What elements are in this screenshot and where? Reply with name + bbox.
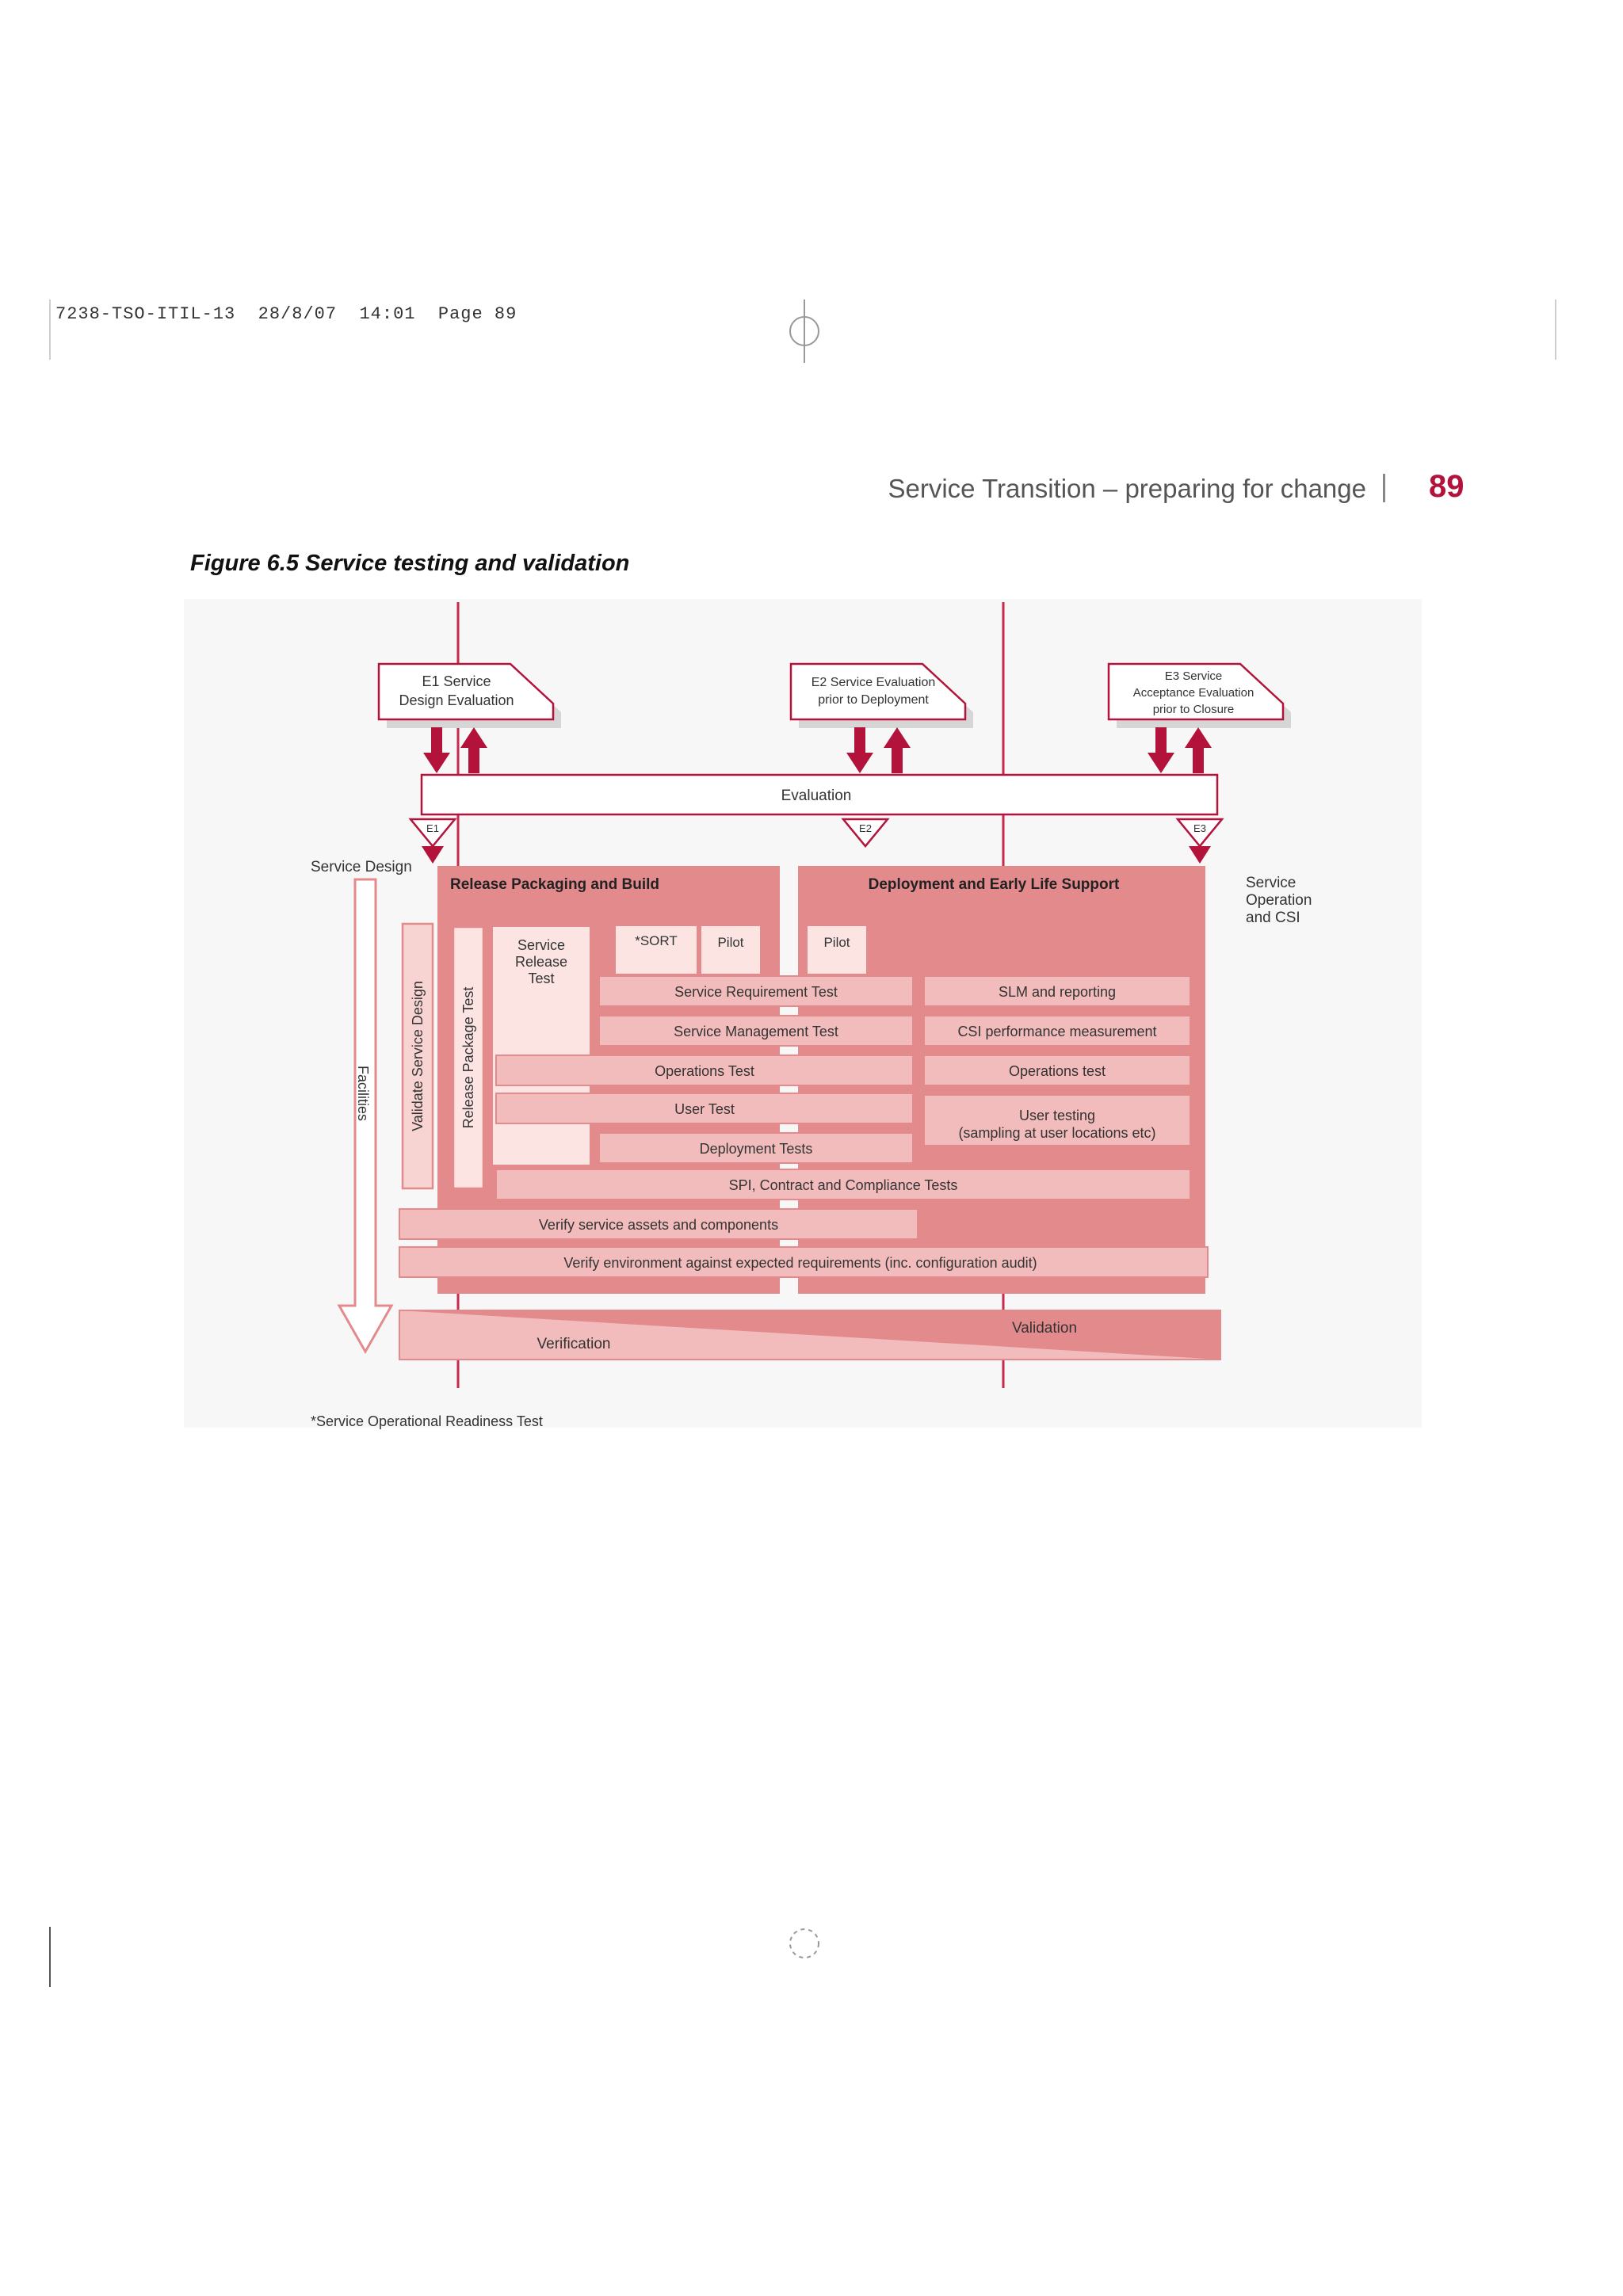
triangle-e1 bbox=[411, 819, 455, 846]
service-design-label: Service Design bbox=[311, 859, 412, 875]
svg-text:Service Requirement Test: Service Requirement Test bbox=[674, 984, 838, 1000]
svg-text:SPI, Contract and Compliance T: SPI, Contract and Compliance Tests bbox=[728, 1177, 958, 1193]
e1-arrowhead bbox=[422, 846, 444, 864]
e1-up-arrow bbox=[460, 727, 487, 773]
e3-label-line-2: Acceptance Evaluation bbox=[1132, 686, 1254, 700]
figure-title: Figure 6.5 Service testing and validation bbox=[190, 551, 630, 576]
svg-text:E1: E1 bbox=[426, 822, 439, 834]
svg-text:Verify service assets and comp: Verify service assets and components bbox=[538, 1217, 779, 1233]
figure-footnote: *Service Operational Readiness Test bbox=[311, 1413, 543, 1429]
e1-arrows bbox=[423, 727, 487, 773]
svg-text:Service: Service bbox=[517, 937, 566, 953]
svg-text:Verify environment against exp: Verify environment against expected requirements (inc. configuration audit) bbox=[563, 1255, 1037, 1271]
release-package-test-label: Release Package Test bbox=[460, 986, 476, 1129]
svg-text:Deployment Tests: Deployment Tests bbox=[699, 1141, 813, 1157]
e2-arrows bbox=[846, 727, 911, 773]
validate-service-design-label: Validate Service Design bbox=[410, 981, 426, 1131]
svg-text:CSI performance measurement: CSI performance measurement bbox=[957, 1024, 1157, 1039]
e1-label-line-1: E1 Service bbox=[422, 673, 491, 689]
triangle-e3 bbox=[1178, 819, 1222, 846]
svg-text:E2: E2 bbox=[859, 822, 872, 834]
svg-text:Service Management Test: Service Management Test bbox=[674, 1024, 838, 1039]
svg-text:Pilot: Pilot bbox=[823, 935, 850, 950]
e2-label-line-2: prior to Deployment bbox=[818, 693, 929, 707]
e1-label-line-2: Design Evaluation bbox=[399, 692, 514, 708]
svg-text:Pilot: Pilot bbox=[717, 935, 744, 950]
svg-text:User Test: User Test bbox=[674, 1101, 735, 1117]
e1-down-arrow bbox=[423, 727, 450, 773]
e3-arrowhead bbox=[1189, 846, 1211, 864]
svg-text:(sampling at user locations et: (sampling at user locations etc) bbox=[958, 1125, 1156, 1141]
e2-up-arrow bbox=[884, 727, 911, 773]
svg-text:SLM and reporting: SLM and reporting bbox=[998, 984, 1117, 1000]
release-packaging-header: Release Packaging and Build bbox=[450, 876, 659, 893]
e2-label-line-1: E2 Service Evaluation bbox=[811, 676, 936, 689]
page-number: 89 bbox=[1429, 469, 1465, 504]
svg-text:User testing: User testing bbox=[1018, 1108, 1096, 1123]
e3-label-line-1: E3 Service bbox=[1164, 669, 1223, 683]
triangle-e2 bbox=[843, 819, 888, 846]
e3-down-arrow bbox=[1148, 727, 1174, 773]
evaluation-label: Evaluation bbox=[781, 788, 852, 804]
verification-label: Verification bbox=[537, 1336, 611, 1352]
service-operation-line-1: Service bbox=[1246, 875, 1296, 891]
pilot-box-1 bbox=[701, 925, 761, 974]
svg-text:Operations test: Operations test bbox=[1008, 1063, 1106, 1079]
print-slug: 7238-TSO-ITIL-13 28/8/07 14:01 Page 89 bbox=[55, 304, 517, 324]
svg-text:Release: Release bbox=[514, 954, 568, 970]
e3-up-arrow bbox=[1185, 727, 1212, 773]
pilot-box-2 bbox=[807, 925, 867, 974]
deployment-header: Deployment and Early Life Support bbox=[868, 876, 1120, 893]
facilities-label: Facilities bbox=[355, 1065, 371, 1122]
service-operation-line-2: Operation bbox=[1246, 892, 1312, 909]
validation-label: Validation bbox=[1011, 1320, 1078, 1337]
e3-label-line-3: prior to Closure bbox=[1152, 703, 1235, 716]
running-head: Service Transition – preparing for change bbox=[888, 474, 1366, 503]
svg-text:Test: Test bbox=[528, 971, 555, 986]
service-operation-line-3: and CSI bbox=[1246, 910, 1300, 926]
e3-arrows bbox=[1148, 727, 1212, 773]
e2-down-arrow bbox=[846, 727, 873, 773]
e1-evaluation-box bbox=[379, 664, 561, 728]
svg-text:E3: E3 bbox=[1193, 822, 1206, 834]
e3-evaluation-box bbox=[1109, 664, 1291, 728]
svg-text:Operations Test: Operations Test bbox=[655, 1063, 754, 1079]
e2-evaluation-box bbox=[791, 664, 973, 728]
svg-text:*SORT: *SORT bbox=[635, 933, 678, 948]
